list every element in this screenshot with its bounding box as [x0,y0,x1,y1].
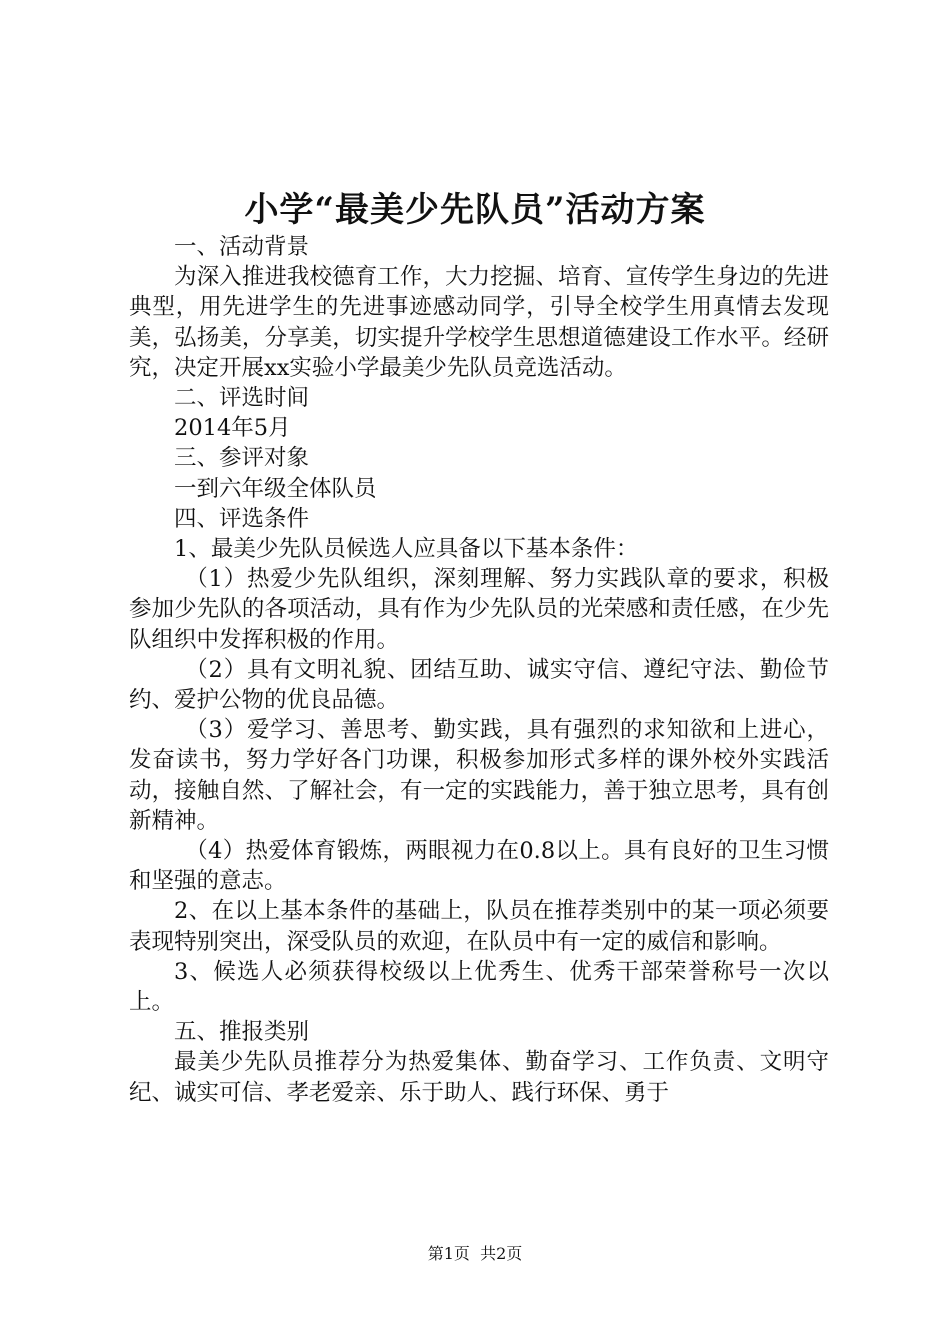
paragraph-criteria-1-2: （2）具有文明礼貌、团结互助、诚实守信、遵纪守法、勤俭节约、爱护公物的优良品德。 [129,656,829,714]
paragraph-criteria-3: 3、候选人必须获得校级以上优秀生、优秀干部荣誉称号一次以上。 [129,958,829,1016]
document-body [129,232,829,1108]
paragraph-participants: 一到六年级全体队员 [174,475,377,502]
paragraph-criteria-1-4: （4）热爱体育锻炼，两眼视力在0.8以上。具有良好的卫生习惯和坚强的意志。 [129,838,829,895]
footer-spacer [470,1244,480,1263]
paragraph-time: 2014年5月 [174,415,291,442]
section-heading-criteria: 四、评选条件 [174,505,310,532]
page-number-total: 共2页 [480,1244,523,1263]
section-heading-time: 二、评选时间 [174,385,310,412]
document-title: 小学“最美少先队员”活动方案 [244,190,706,230]
paragraph-categories: 最美少先队员推荐分为热爱集体、勤奋学习、工作负责、文明守纪、诚实可信、孝老爱亲、乐于助人、践行环保、勇于 [129,1049,829,1106]
paragraph-criteria-1: 1、最美少先队员候选人应具备以下基本条件： [174,536,639,563]
paragraph-background: 为深入推进我校德育工作，大力挖掘、培育、宣传学生身边的先进典型，用先进学生的先进事迹感动同学，引导全校学生用真情去发现美，弘扬美，分享美，切实提升学校学生思想道德建设工作水平。经研究，决定开展xx实验小学最美少先队员竞选活动。 [129,264,829,381]
section-heading-background: 一、活动背景 [174,234,310,260]
section-heading-categories: 五、推报类别 [174,1019,310,1046]
paragraph-criteria-2: 2、在以上基本条件的基础上，队员在推荐类别中的某一项必须要表现特别突出，深受队员的欢迎，在队员中有一定的威信和影响。 [129,898,829,955]
paragraph-criteria-1-3: （3）爱学习、善思考、勤实践，具有强烈的求知欲和上进心，发奋读书，努力学好各门功课，积极参加形式多样的课外校外实践活动，接触自然、了解社会，有一定的实践能力，善于独立思考，具有创新精神。 [129,717,829,834]
paragraph-criteria-1-1: （1）热爱少先队组织，深刻理解、努力实践队章的要求，积极参加少先队的各项活动，具有作为少先队员的光荣感和责任感，在少先队组织中发挥积极的作用。 [129,566,829,653]
page-footer [0,1243,950,1265]
section-heading-participants: 三、参评对象 [174,445,310,472]
page-number-current: 第1页 [427,1244,470,1263]
